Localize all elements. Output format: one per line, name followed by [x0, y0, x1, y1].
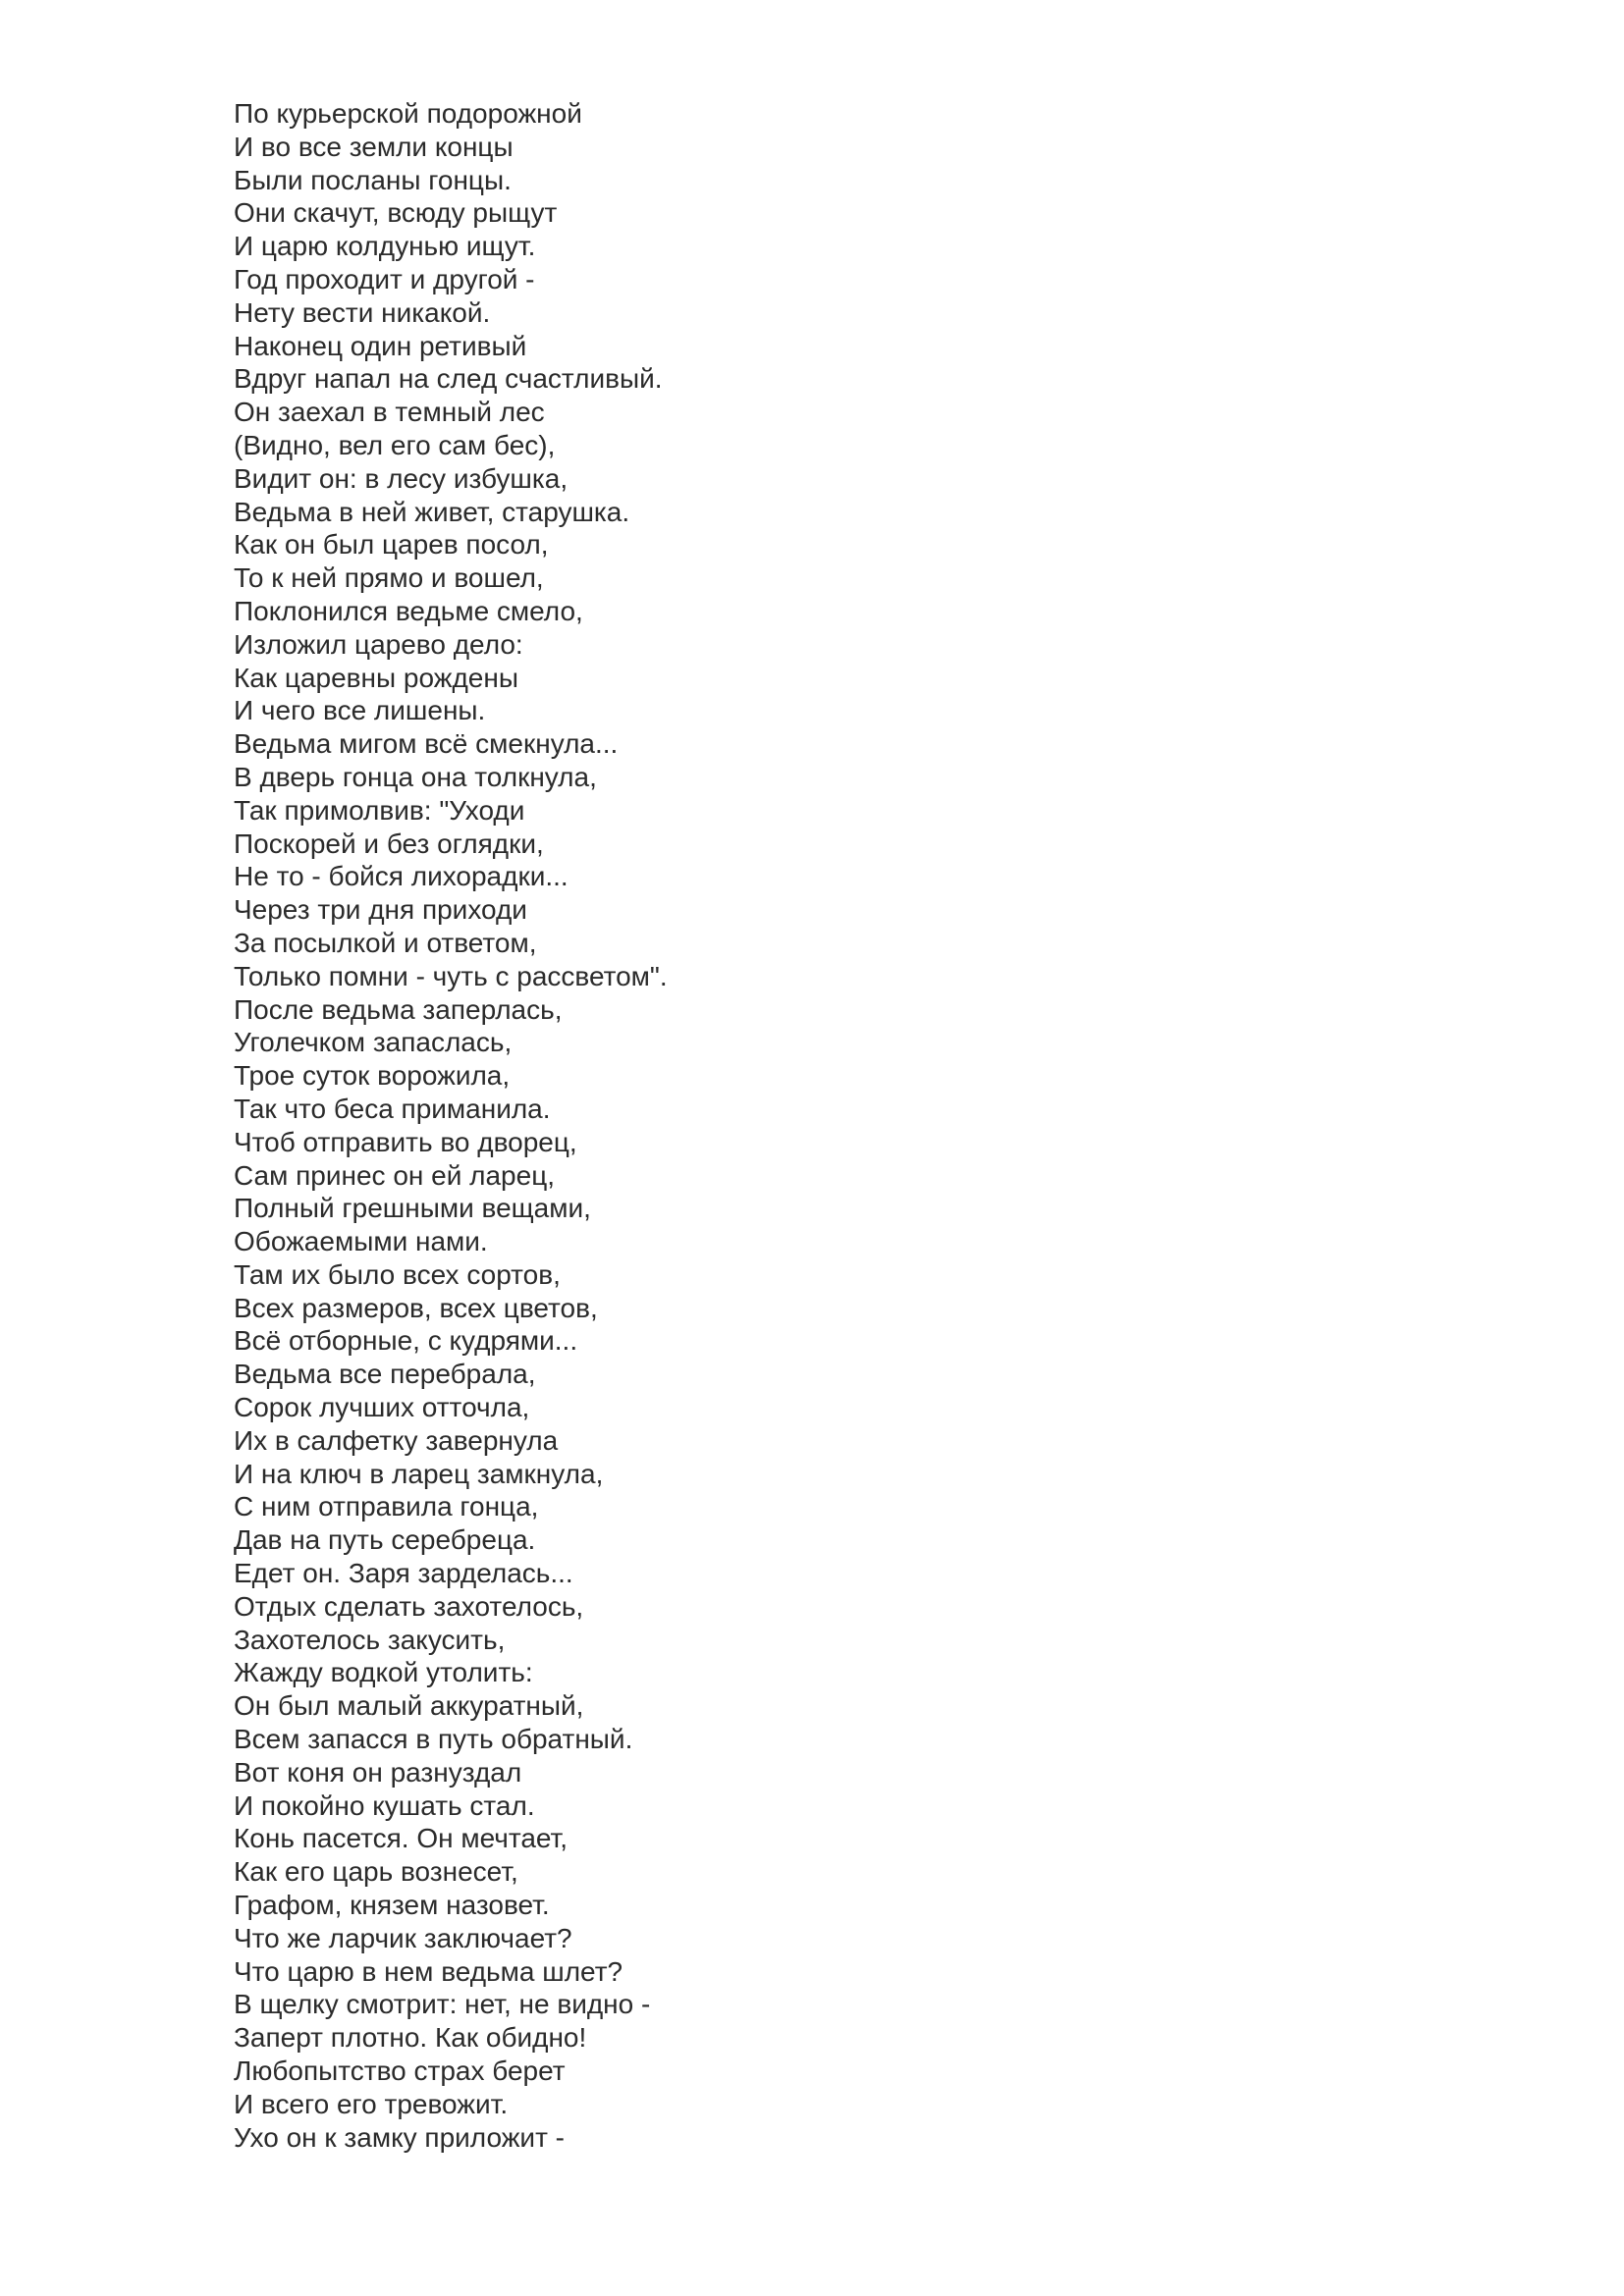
poem-line: Изложил царево дело:	[234, 628, 523, 660]
poem-line: И всего его тревожит.	[234, 2088, 509, 2119]
poem-line: Так примолвив: "Уходи	[234, 794, 525, 826]
poem-line: Жажду водкой утолить:	[234, 1657, 533, 1688]
poem-line: И во все земли концы	[234, 131, 514, 162]
poem-line: По курьерской подорожной	[234, 98, 582, 129]
poem-line: Всем запасся в путь обратный.	[234, 1724, 633, 1755]
poem-line: Полный грешными вещами,	[234, 1193, 591, 1224]
poem-line: В дверь гонца она толкнула,	[234, 761, 597, 792]
poem-line: Он заехал в темный лес	[234, 397, 545, 428]
poem-line: Там их было всех сортов,	[234, 1258, 561, 1290]
poem-line: Видит он: в лесу избушка,	[234, 462, 568, 494]
poem-line: Поклонился ведьме смело,	[234, 595, 583, 626]
poem-line: Сорок лучших отточла,	[234, 1392, 530, 1423]
poem-line: Конь пасется. Он мечтает,	[234, 1823, 568, 1854]
poem-line: Ведьма мигом всё смекнула...	[234, 728, 619, 760]
poem-line: Как царевны рождены	[234, 662, 518, 693]
poem-line: Захотелось закусить,	[234, 1624, 506, 1655]
poem-line: Что царю в нем ведьма шлет?	[234, 1955, 623, 1987]
poem-line: То к ней прямо и вошел,	[234, 562, 544, 594]
poem-line: И царю колдунью ищут.	[234, 231, 536, 262]
poem-line: Обожаемыми нами.	[234, 1226, 488, 1257]
poem-line: Сам принес он ей ларец,	[234, 1159, 556, 1191]
poem-line: В щелку смотрит: нет, не видно -	[234, 1989, 651, 2020]
poem-line: Так что беса приманила.	[234, 1093, 551, 1124]
poem-line: Ухо он к замку приложит -	[234, 2121, 565, 2153]
poem-line: За посылкой и ответом,	[234, 927, 537, 958]
poem-line: Наконец один ретивый	[234, 330, 527, 361]
poem-line: Графом, князем назовет.	[234, 1890, 550, 1921]
poem-line: И чего все лишены.	[234, 695, 486, 726]
poem-line: Как его царь вознесет,	[234, 1856, 518, 1888]
poem-line: Поскорей и без оглядки,	[234, 828, 544, 859]
poem-line: Дав на путь серебреца.	[234, 1524, 536, 1556]
poem-line: С ним отправила гонца,	[234, 1491, 539, 1522]
poem-line: Они скачут, всюду рыщут	[234, 197, 558, 229]
poem-line: Любопытство страх берет	[234, 2056, 566, 2087]
poem-line: Он был малый аккуратный,	[234, 1690, 584, 1722]
poem-line: И покойно кушать стал.	[234, 1789, 535, 1821]
poem-line: Только помни - чуть с рассветом".	[234, 960, 668, 991]
poem-line: Всех размеров, всех цветов,	[234, 1292, 598, 1323]
poem-line: Что же ларчик заключает?	[234, 1922, 572, 1953]
poem-line: Через три дня приходи	[234, 894, 527, 926]
poem-line: Их в салфетку завернула	[234, 1424, 559, 1456]
poem-line: Трое суток ворожила,	[234, 1060, 511, 1092]
poem-line: Уголечком запаслась,	[234, 1027, 513, 1058]
poem-line: Чтоб отправить во дворец,	[234, 1126, 577, 1157]
poem-line: Как он был царев посол,	[234, 529, 549, 561]
poem-line: Всё отборные, с кудрями...	[234, 1325, 578, 1357]
poem-line: И на ключ в ларец замкнула,	[234, 1458, 604, 1489]
poem-line: Нету вести никакой.	[234, 296, 491, 328]
poem-line: Отдых сделать захотелось,	[234, 1590, 584, 1622]
poem-line: Вдруг напал на след счастливый.	[234, 363, 663, 395]
poem-line: Год проходит и другой -	[234, 263, 535, 294]
poem-line: Заперт плотно. Как обидно!	[234, 2022, 587, 2054]
poem-line: Не то - бойся лихорадки...	[234, 861, 568, 892]
poem-line: (Видно, вел его сам бес),	[234, 429, 556, 460]
poem-line: Ведьма в ней живет, старушка.	[234, 496, 630, 527]
poem-line: Были посланы гонцы.	[234, 164, 512, 195]
poem-line: Ведьма все перебрала,	[234, 1359, 536, 1390]
poem-line: После ведьма заперлась,	[234, 993, 563, 1025]
poem-text	[234, 97, 1412, 2154]
poem-line: Едет он. Заря зарделась...	[234, 1558, 573, 1589]
poem-line: Вот коня он разнуздал	[234, 1756, 522, 1788]
